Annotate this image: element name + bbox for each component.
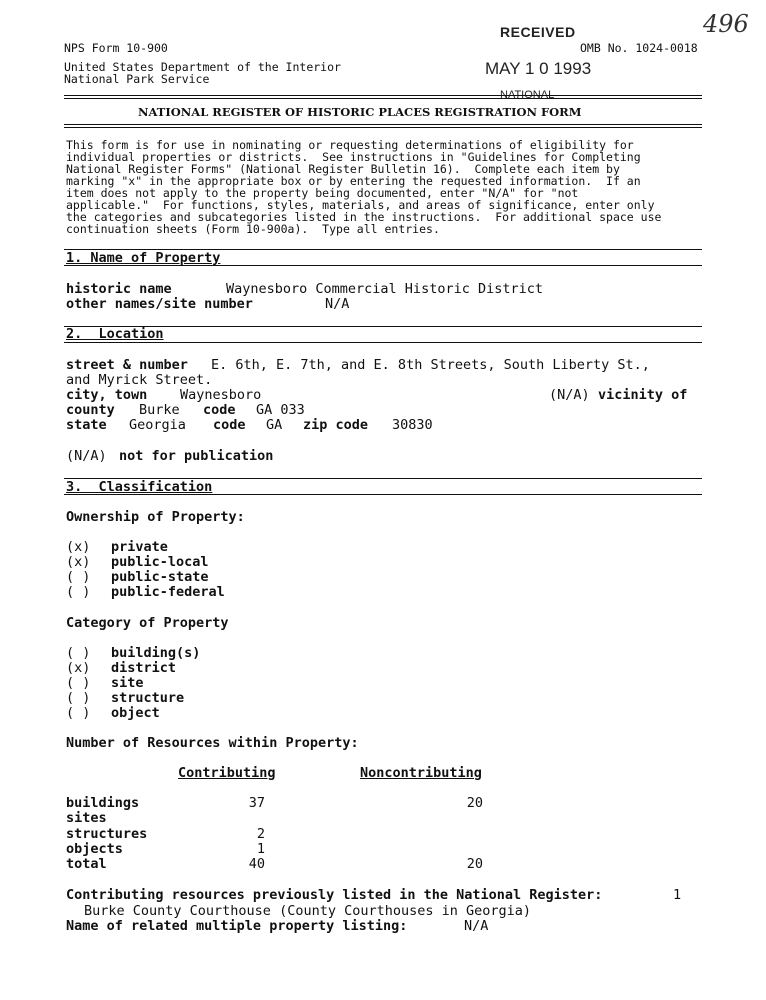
resource-label: total (66, 856, 107, 872)
category-mark[interactable]: ( ) (66, 675, 91, 691)
resource-label: buildings (66, 795, 140, 811)
category-heading: Category of Property (66, 615, 229, 631)
intro-line: item does not apply to the property being documented, enter "N/A" for "not (66, 186, 579, 200)
previously-listed-item: Burke County Courthouse (County Courthouses in Georgia) (84, 903, 532, 919)
resource-label: sites (66, 810, 107, 826)
previously-listed-label: Contributing resources previously listed in the National Register: (66, 887, 603, 903)
noncontributing-column-header: Noncontributing (360, 765, 482, 781)
zip-value: 30830 (392, 417, 433, 433)
resource-contributing: 37 (248, 795, 265, 811)
section2-rule-bottom (64, 342, 702, 343)
header-rule-bottom (64, 124, 702, 128)
intro-line: individual properties or districts. See instructions in "Guidelines for Completing (66, 150, 641, 164)
resource-label: objects (66, 841, 123, 857)
category-mark[interactable]: ( ) (66, 645, 91, 661)
category-label: building(s) (111, 645, 201, 661)
section2-heading: 2. Location (66, 326, 164, 342)
category-label: district (111, 660, 177, 676)
national-stamp: NATIONAL (500, 89, 555, 101)
not-for-publication-label: not for publication (119, 448, 274, 464)
section1-rule-bottom (64, 265, 702, 266)
received-stamp: RECEIVED (500, 24, 576, 40)
form-title: NATIONAL REGISTER OF HISTORIC PLACES REGISTRATION FORM (138, 105, 582, 119)
street-value-continued: and Myrick Street. (66, 372, 213, 388)
county-code-value: GA 033 (256, 402, 305, 418)
multiple-property-value: N/A (464, 918, 489, 934)
section1-heading: 1. Name of Property (66, 250, 221, 266)
category-mark[interactable]: ( ) (66, 705, 91, 721)
department: United States Department of the Interior (64, 60, 341, 74)
zip-label: zip code (303, 417, 369, 433)
ownership-mark[interactable]: ( ) (66, 584, 91, 600)
multiple-property-label: Name of related multiple property listing: (66, 918, 408, 934)
form-number: NPS Form 10-900 (64, 41, 168, 55)
category-mark[interactable]: (x) (66, 660, 91, 676)
street-value: E. 6th, E. 7th, and E. 8th Streets, South Liberty St., (211, 357, 650, 373)
street-label: street & number (66, 357, 188, 373)
resource-contributing: 40 (248, 856, 265, 872)
city-label: city, town (66, 387, 148, 403)
city-value: Waynesboro (180, 387, 262, 403)
ownership-mark[interactable]: (x) (66, 554, 91, 570)
vicinity-mark: (N/A) (549, 387, 590, 403)
omb-number: OMB No. 1024-0018 (580, 41, 698, 55)
previously-listed-value: 1 (673, 887, 682, 903)
intro-line: continuation sheets (Form 10-900a). Type all entries. (66, 222, 440, 236)
received-date-stamp: MAY 1 0 1993 (485, 59, 592, 78)
intro-line: applicable." For functions, styles, materials, and areas of significance, enter only (66, 198, 655, 212)
county-value: Burke (139, 402, 180, 418)
intro-line: the categories and subcategories listed in the instructions. For additional space use (66, 210, 662, 224)
historic-name-value: Waynesboro Commercial Historic District (226, 281, 543, 297)
intro-line: National Register Forms" (National Register Bulletin 16). Complete each item by (66, 162, 620, 176)
state-code-label: code (213, 417, 246, 433)
ownership-label: public-federal (111, 584, 225, 600)
handwritten-number: 496 (703, 10, 749, 38)
intro-line: This form is for use in nominating or requesting determinations of eligibility for (66, 138, 634, 152)
state-code-value: GA (266, 417, 283, 433)
ownership-heading: Ownership of Property: (66, 509, 245, 525)
resource-label: structures (66, 826, 148, 842)
resource-noncontributing: 20 (466, 856, 483, 872)
category-label: site (111, 675, 144, 691)
resource-contributing: 2 (256, 826, 265, 842)
resources-heading: Number of Resources within Property: (66, 735, 359, 751)
header-rule-top (64, 95, 702, 99)
category-label: structure (111, 690, 185, 706)
ownership-label: private (111, 539, 168, 555)
county-label: county (66, 402, 115, 418)
ownership-mark[interactable]: (x) (66, 539, 91, 555)
intro-line: marking "x" in the appropriate box or by entering the requested information. If an (66, 174, 641, 188)
ownership-label: public-local (111, 554, 209, 570)
section3-heading: 3. Classification (66, 479, 213, 495)
state-value: Georgia (129, 417, 186, 433)
other-names-label: other names/site number (66, 296, 253, 312)
ownership-label: public-state (111, 569, 209, 585)
section3-rule-bottom (64, 494, 702, 495)
category-mark[interactable]: ( ) (66, 690, 91, 706)
contributing-column-header: Contributing (178, 765, 276, 781)
historic-name-label: historic name (66, 281, 172, 297)
vicinity-label: vicinity of (598, 387, 688, 403)
not-for-publication-mark: (N/A) (66, 448, 107, 464)
resource-noncontributing: 20 (466, 795, 483, 811)
resource-contributing: 1 (256, 841, 265, 857)
category-label: object (111, 705, 160, 721)
ownership-mark[interactable]: ( ) (66, 569, 91, 585)
state-label: state (66, 417, 107, 433)
county-code-label: code (203, 402, 236, 418)
other-names-value: N/A (325, 296, 350, 312)
service: National Park Service (64, 72, 210, 86)
